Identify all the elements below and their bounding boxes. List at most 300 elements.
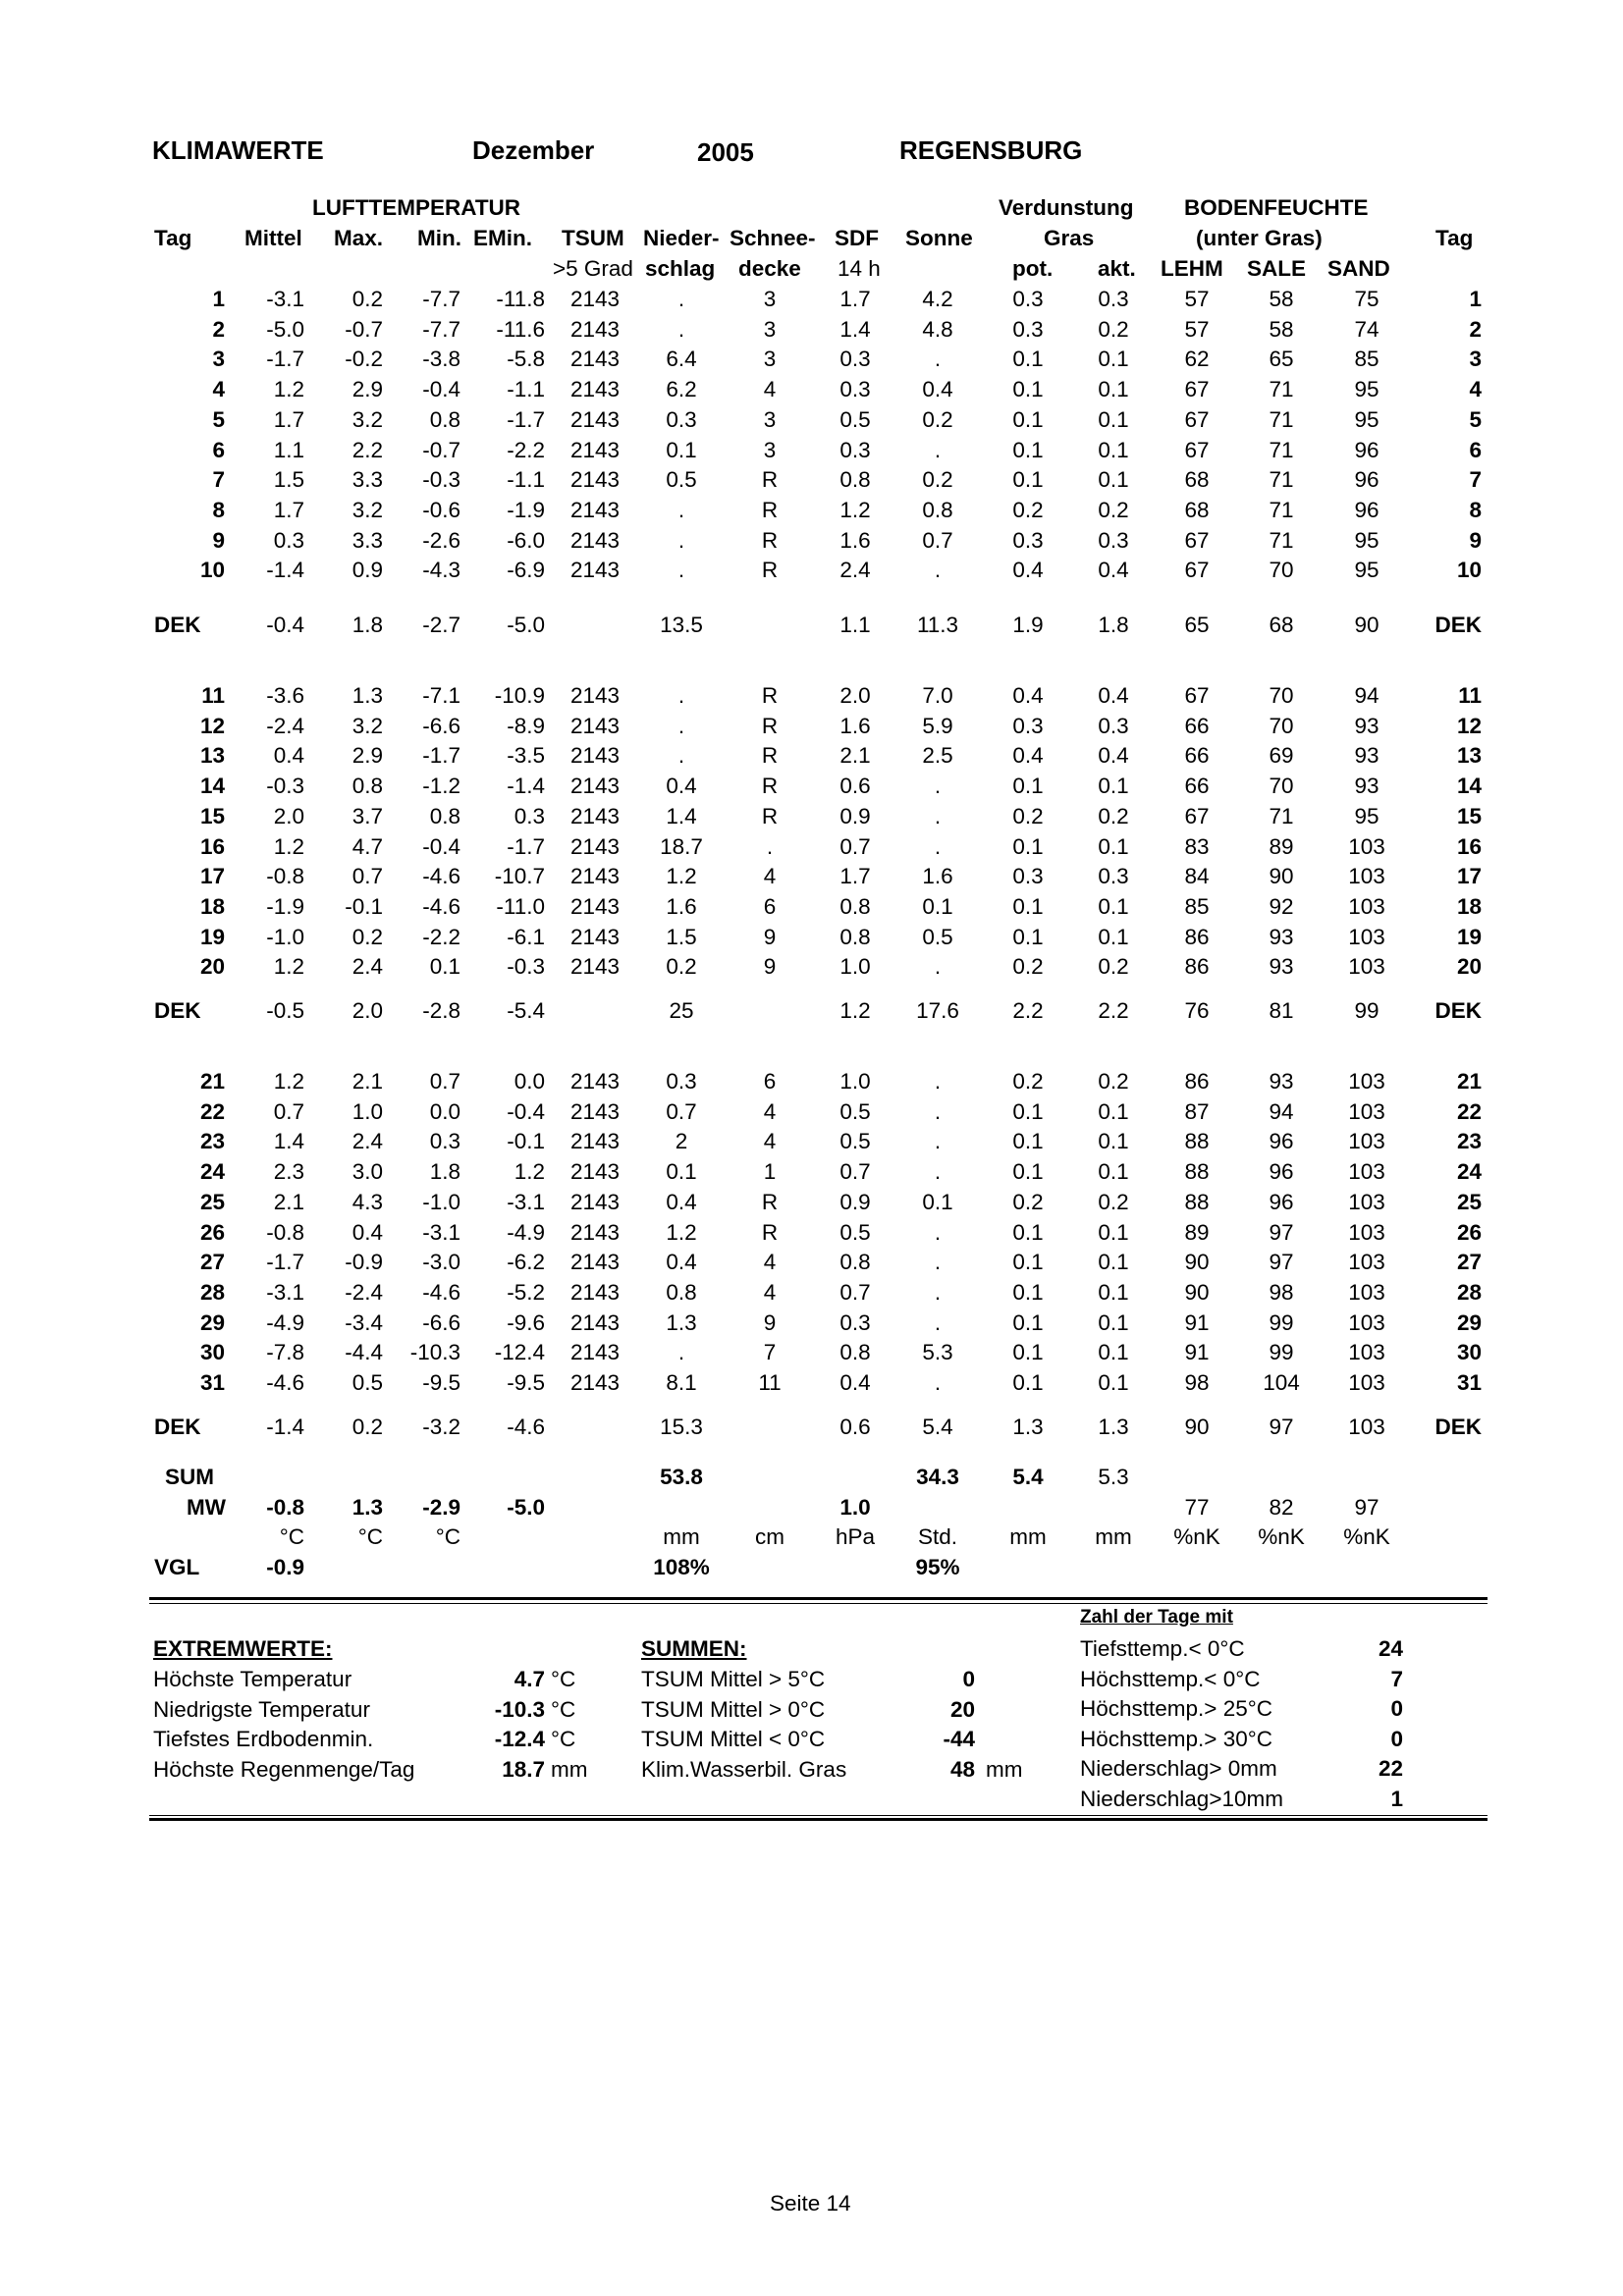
table-row-cell-7: . (766, 834, 774, 859)
table-row-cell-7: 1 (763, 1159, 777, 1184)
table-row-cell-6: 0.4 (666, 774, 697, 798)
dek-row-cell-10: 2.2 (1012, 998, 1044, 1023)
table-row-cell-6: . (677, 743, 685, 768)
table-row-cell-6: . (677, 683, 685, 708)
table-row-cell-2: 2.4 (352, 1129, 383, 1153)
table-row-cell-3: -2.2 (422, 925, 460, 949)
table-row-cell-10: 0.3 (1012, 287, 1044, 311)
table-row-cell-14: 103 (1348, 1159, 1385, 1184)
table-row-cell-0: 2 (212, 317, 225, 342)
dek-row-cell-1: -0.5 (266, 998, 304, 1023)
tage-label: Niederschlag>10mm (1080, 1787, 1283, 1811)
table-row-cell-0: 3 (212, 347, 225, 371)
table-row-cell-9: . (934, 954, 942, 979)
mw-row-cell-0: MW (187, 1495, 226, 1520)
sum-row-cell-11: 5.3 (1098, 1465, 1129, 1489)
header-nieder: Nieder- (643, 226, 720, 250)
table-row-cell-5: 2143 (569, 1310, 620, 1335)
table-row-cell-12: 91 (1184, 1340, 1210, 1364)
table-row-cell-7: 3 (763, 347, 777, 371)
table-row-cell-14: 103 (1348, 925, 1385, 949)
table-row-cell-4: 0.3 (514, 804, 545, 828)
table-row-cell-8: 0.5 (839, 1099, 871, 1124)
dek-row-cell-14: 103 (1348, 1415, 1385, 1439)
table-row-cell-6: 0.5 (666, 467, 697, 492)
header-emin: EMin. (473, 226, 532, 250)
table-row-cell-14: 75 (1354, 287, 1380, 311)
header-14h: 14 h (838, 256, 881, 281)
unit-row-cell-13: %nK (1258, 1524, 1305, 1549)
table-row-cell-1: -4.6 (266, 1370, 304, 1395)
table-row-cell-5: 2143 (569, 1129, 620, 1153)
table-row-cell-8: 0.4 (839, 1370, 871, 1395)
table-row-cell-12: 85 (1184, 894, 1210, 919)
dek-row-cell-1: -0.4 (266, 613, 304, 637)
extremwert-label: Höchste Regenmenge/Tag (153, 1757, 415, 1782)
vgl-row-cell-9: 95% (915, 1555, 960, 1579)
table-row-cell-7: 4 (763, 1129, 777, 1153)
table-row-cell-15: 30 (1456, 1340, 1482, 1364)
table-row-cell-8: 1.0 (839, 954, 871, 979)
dek-row-cell-14: 90 (1354, 613, 1380, 637)
table-row-cell-0: 12 (199, 714, 225, 738)
table-row-cell-13: 89 (1269, 834, 1294, 859)
table-row-cell-3: 0.1 (429, 954, 460, 979)
table-row-cell-10: 0.1 (1012, 407, 1044, 432)
dek-row-cell-13: 97 (1269, 1415, 1294, 1439)
unit-row-cell-3: °C (435, 1524, 460, 1549)
table-row-cell-5: 2143 (569, 317, 620, 342)
table-row-cell-6: 0.2 (666, 954, 697, 979)
table-row-cell-6: . (677, 558, 685, 582)
table-row-cell-8: 0.9 (839, 804, 871, 828)
table-row-cell-11: 0.1 (1098, 774, 1129, 798)
table-row-cell-1: -0.8 (266, 1220, 304, 1245)
table-row-cell-8: 0.9 (839, 1190, 871, 1214)
table-row-cell-10: 0.1 (1012, 925, 1044, 949)
dek-row-cell-2: 1.8 (352, 613, 383, 637)
mw-row-cell-12: 77 (1184, 1495, 1210, 1520)
table-row-cell-13: 71 (1269, 377, 1294, 401)
header-schlag: schlag (645, 256, 716, 281)
table-row-cell-15: 18 (1456, 894, 1482, 919)
unit-row-cell-6: mm (663, 1524, 700, 1549)
table-row-cell-0: 17 (199, 864, 225, 888)
table-row-cell-7: 3 (763, 287, 777, 311)
table-row-cell-3: -7.1 (422, 683, 460, 708)
title-month: Dezember (472, 135, 595, 165)
table-row-cell-8: 0.5 (839, 1220, 871, 1245)
table-row-cell-14: 85 (1354, 347, 1380, 371)
table-row-cell-2: -3.4 (345, 1310, 383, 1335)
table-row-cell-2: 0.5 (352, 1370, 383, 1395)
table-row-cell-11: 0.1 (1098, 834, 1129, 859)
table-row-cell-1: 1.1 (273, 438, 304, 462)
table-row-cell-10: 0.4 (1012, 683, 1044, 708)
dek-row-cell-4: -5.4 (507, 998, 545, 1023)
table-row-cell-12: 83 (1184, 834, 1210, 859)
header-unter-gras: (unter Gras) (1196, 226, 1323, 250)
table-row-cell-9: . (934, 558, 942, 582)
table-row-cell-6: 1.5 (666, 925, 697, 949)
table-row-cell-14: 93 (1354, 714, 1380, 738)
table-row-cell-6: 0.4 (666, 1190, 697, 1214)
table-row-cell-9: . (934, 347, 942, 371)
table-row-cell-1: 1.4 (273, 1129, 304, 1153)
tage-label: Höchsttemp.> 30°C (1080, 1727, 1272, 1751)
table-row-cell-2: 2.2 (352, 438, 383, 462)
table-row-cell-15: 7 (1469, 467, 1482, 492)
dek-row-cell-1: -1.4 (266, 1415, 304, 1439)
table-row-cell-10: 0.4 (1012, 743, 1044, 768)
table-row-cell-0: 21 (199, 1069, 225, 1094)
header-verdunstung: Verdunstung (999, 195, 1134, 220)
table-row-cell-11: 0.1 (1098, 1340, 1129, 1364)
table-row-cell-1: -0.3 (266, 774, 304, 798)
table-row-cell-10: 0.1 (1012, 438, 1044, 462)
table-row-cell-15: 12 (1456, 714, 1482, 738)
tage-label: Höchsttemp.> 25°C (1080, 1696, 1272, 1721)
table-row-cell-1: -3.6 (266, 683, 304, 708)
table-row-cell-0: 29 (199, 1310, 225, 1335)
table-row-cell-7: 3 (763, 407, 777, 432)
table-row-cell-7: 3 (763, 438, 777, 462)
table-row-cell-11: 0.4 (1098, 683, 1129, 708)
table-row-cell-1: -5.0 (266, 317, 304, 342)
dek-row-cell-9: 11.3 (916, 613, 959, 637)
table-row-cell-12: 67 (1184, 377, 1210, 401)
table-row-cell-4: -6.1 (507, 925, 545, 949)
table-row-cell-5: 2143 (569, 683, 620, 708)
table-row-cell-7: R (761, 743, 779, 768)
table-row-cell-4: -2.2 (507, 438, 545, 462)
table-row-cell-12: 88 (1184, 1159, 1210, 1184)
table-row-cell-11: 0.3 (1098, 287, 1129, 311)
table-row-cell-0: 13 (199, 743, 225, 768)
unit-row-cell-9: Std. (917, 1524, 958, 1549)
table-row-cell-4: -5.8 (507, 347, 545, 371)
table-row-cell-6: 1.2 (666, 1220, 697, 1245)
dek-row-cell-11: 1.8 (1098, 613, 1129, 637)
table-row-cell-11: 0.1 (1098, 925, 1129, 949)
table-row-cell-14: 96 (1354, 498, 1380, 522)
tage-label: Höchsttemp.< 0°C (1080, 1667, 1261, 1691)
vgl-row-cell-6: 108% (653, 1555, 710, 1579)
table-row-cell-4: -8.9 (507, 714, 545, 738)
table-row-cell-5: 2143 (569, 804, 620, 828)
table-row-cell-10: 0.1 (1012, 1129, 1044, 1153)
table-row-cell-12: 66 (1184, 714, 1210, 738)
header-schnee: Schnee- (730, 226, 816, 250)
table-row-cell-13: 99 (1269, 1340, 1294, 1364)
table-row-cell-1: -0.8 (266, 864, 304, 888)
header-grad5: >5 Grad (553, 256, 633, 281)
table-row-cell-4: -1.7 (507, 407, 545, 432)
table-row-cell-12: 67 (1184, 528, 1210, 553)
table-row-cell-7: 11 (758, 1370, 782, 1395)
table-row-cell-8: 1.4 (839, 317, 871, 342)
header-max: Max. (334, 226, 384, 250)
mw-row-cell-1: -0.8 (266, 1495, 304, 1520)
table-row-cell-10: 0.1 (1012, 1340, 1044, 1364)
table-row-cell-11: 0.2 (1098, 498, 1129, 522)
table-row-cell-12: 88 (1184, 1190, 1210, 1214)
table-row-cell-8: 0.8 (839, 894, 871, 919)
dek-row-cell-8: 0.6 (839, 1415, 871, 1439)
header-tag-right: Tag (1435, 226, 1474, 250)
table-row-cell-4: -1.9 (507, 498, 545, 522)
sum-row-cell-0: SUM (165, 1465, 214, 1489)
table-row-cell-6: 1.4 (666, 804, 697, 828)
dek-row-cell-11: 2.2 (1098, 998, 1129, 1023)
table-row-cell-13: 71 (1269, 528, 1294, 553)
dek-row-cell-14: 99 (1354, 998, 1380, 1023)
table-row-cell-6: 8.1 (666, 1370, 697, 1395)
table-row-cell-11: 0.1 (1098, 1280, 1129, 1305)
table-row-cell-2: 2.4 (352, 954, 383, 979)
table-row-cell-9: 0.5 (922, 925, 953, 949)
table-row-cell-15: 2 (1469, 317, 1482, 342)
dek-row-cell-0: DEK (154, 1415, 201, 1439)
table-row-cell-4: -1.7 (507, 834, 545, 859)
table-row-cell-15: 25 (1456, 1190, 1482, 1214)
table-row-cell-13: 71 (1269, 467, 1294, 492)
table-row-cell-4: -9.5 (507, 1370, 545, 1395)
table-row-cell-14: 103 (1348, 1220, 1385, 1245)
table-row-cell-0: 20 (199, 954, 225, 979)
table-row-cell-3: -4.6 (422, 864, 460, 888)
dek-row-cell-10: 1.9 (1012, 613, 1044, 637)
table-row-cell-9: 4.2 (922, 287, 953, 311)
extremwert-label: Niedrigste Temperatur (153, 1697, 370, 1722)
dek-row-cell-10: 1.3 (1012, 1415, 1044, 1439)
table-row-cell-7: 9 (763, 925, 777, 949)
table-row-cell-15: 20 (1456, 954, 1482, 979)
table-row-cell-2: 4.7 (352, 834, 383, 859)
table-row-cell-8: 0.8 (839, 467, 871, 492)
table-row-cell-9: . (934, 1220, 942, 1245)
table-row-cell-4: -3.1 (507, 1190, 545, 1214)
mw-row-cell-13: 82 (1269, 1495, 1294, 1520)
table-row-cell-6: 0.3 (666, 407, 697, 432)
mw-row-cell-8: 1.0 (839, 1495, 871, 1520)
table-row-cell-5: 2143 (569, 925, 620, 949)
table-row-cell-3: 0.3 (429, 1129, 460, 1153)
dek-row-cell-15: DEK (1434, 998, 1482, 1023)
table-row-cell-2: 3.2 (352, 714, 383, 738)
table-row-cell-15: 23 (1456, 1129, 1482, 1153)
summen-title: SUMMEN: (641, 1636, 747, 1661)
table-row-cell-5: 2143 (569, 1340, 620, 1364)
table-row-cell-10: 0.1 (1012, 377, 1044, 401)
table-row-cell-11: 0.1 (1098, 1310, 1129, 1335)
table-row-cell-5: 2143 (569, 287, 620, 311)
table-row-cell-9: 5.9 (922, 714, 953, 738)
table-row-cell-13: 58 (1269, 317, 1294, 342)
table-row-cell-8: 1.2 (839, 498, 871, 522)
table-row-cell-4: -4.9 (507, 1220, 545, 1245)
dek-row-cell-12: 76 (1184, 998, 1210, 1023)
extremwert-value: -10.3 (494, 1697, 545, 1722)
table-row-cell-15: 5 (1469, 407, 1482, 432)
table-row-cell-15: 27 (1456, 1250, 1482, 1274)
mw-row-cell-2: 1.3 (352, 1495, 383, 1520)
table-row-cell-12: 89 (1184, 1220, 1210, 1245)
table-row-cell-8: 0.8 (839, 1250, 871, 1274)
table-row-cell-4: -0.4 (507, 1099, 545, 1124)
table-row-cell-4: -11.6 (496, 317, 545, 342)
table-row-cell-7: 7 (763, 1340, 777, 1364)
dek-row-cell-6: 25 (669, 998, 694, 1023)
table-row-cell-3: -2.6 (422, 528, 460, 553)
table-row-cell-6: . (677, 287, 685, 311)
table-row-cell-4: -11.0 (496, 894, 545, 919)
table-row-cell-8: 1.7 (839, 864, 871, 888)
table-row-cell-3: -10.3 (409, 1340, 460, 1364)
table-row-cell-2: 0.2 (352, 287, 383, 311)
dek-row-cell-9: 17.6 (916, 998, 959, 1023)
table-row-cell-8: 1.6 (839, 528, 871, 553)
table-row-cell-10: 0.1 (1012, 347, 1044, 371)
table-row-cell-15: 4 (1469, 377, 1482, 401)
table-row-cell-6: 0.4 (666, 1250, 697, 1274)
table-row-cell-13: 69 (1269, 743, 1294, 768)
table-row-cell-1: -1.9 (266, 894, 304, 919)
table-row-cell-12: 86 (1184, 1069, 1210, 1094)
table-row-cell-6: 0.7 (666, 1099, 697, 1124)
table-row-cell-5: 2143 (569, 498, 620, 522)
table-row-cell-9: . (934, 1370, 942, 1395)
table-row-cell-5: 2143 (569, 834, 620, 859)
table-row-cell-9: . (934, 1280, 942, 1305)
vgl-row-cell-0: VGL (154, 1555, 200, 1579)
table-row-cell-13: 70 (1269, 683, 1294, 708)
table-row-cell-7: R (761, 714, 779, 738)
table-row-cell-4: -12.4 (494, 1340, 545, 1364)
dek-row-cell-11: 1.3 (1098, 1415, 1129, 1439)
table-row-cell-12: 62 (1184, 347, 1210, 371)
divider-bottom-thin (149, 1815, 1488, 1816)
table-row-cell-13: 96 (1269, 1159, 1294, 1184)
dek-row-cell-15: DEK (1434, 613, 1482, 637)
table-row-cell-2: 0.9 (352, 558, 383, 582)
table-row-cell-8: 0.7 (839, 1280, 871, 1305)
divider-top-thin (149, 1603, 1488, 1604)
tage-value: 22 (1378, 1756, 1403, 1781)
table-row-cell-0: 26 (199, 1220, 225, 1245)
table-row-cell-10: 0.2 (1012, 1190, 1044, 1214)
table-row-cell-7: R (761, 774, 779, 798)
table-row-cell-3: -3.0 (422, 1250, 460, 1274)
table-row-cell-4: -5.2 (507, 1280, 545, 1305)
table-row-cell-5: 2143 (569, 1250, 620, 1274)
table-row-cell-4: -10.9 (494, 683, 545, 708)
table-row-cell-1: -3.1 (266, 287, 304, 311)
table-row-cell-14: 103 (1348, 894, 1385, 919)
table-row-cell-5: 2143 (569, 467, 620, 492)
table-row-cell-8: 0.3 (839, 347, 871, 371)
table-row-cell-12: 87 (1184, 1099, 1210, 1124)
header-tag: Tag (154, 226, 192, 250)
table-row-cell-9: 5.3 (922, 1340, 953, 1364)
sum-row-cell-6: 53.8 (660, 1465, 703, 1489)
table-row-cell-11: 0.2 (1098, 317, 1129, 342)
dek-row-cell-6: 15.3 (660, 1415, 703, 1439)
table-row-cell-12: 66 (1184, 774, 1210, 798)
table-row-cell-14: 96 (1354, 438, 1380, 462)
table-row-cell-13: 94 (1269, 1099, 1294, 1124)
table-row-cell-10: 0.1 (1012, 1220, 1044, 1245)
table-row-cell-1: -4.9 (266, 1310, 304, 1335)
table-row-cell-4: 0.0 (514, 1069, 545, 1094)
table-row-cell-8: 0.8 (839, 925, 871, 949)
tage-value: 0 (1390, 1696, 1403, 1721)
table-row-cell-6: . (677, 317, 685, 342)
table-row-cell-0: 10 (199, 558, 225, 582)
table-row-cell-1: 1.2 (273, 954, 304, 979)
table-row-cell-10: 0.1 (1012, 1159, 1044, 1184)
table-row-cell-15: 10 (1456, 558, 1482, 582)
dek-row-cell-13: 68 (1269, 613, 1294, 637)
table-row-cell-7: 4 (763, 377, 777, 401)
table-row-cell-7: R (761, 498, 779, 522)
mw-row-cell-3: -2.9 (422, 1495, 460, 1520)
header-sand: SAND (1327, 256, 1390, 281)
table-row-cell-13: 97 (1269, 1220, 1294, 1245)
header-sonne: Sonne (905, 226, 973, 250)
table-row-cell-4: -9.6 (507, 1310, 545, 1335)
table-row-cell-2: -0.7 (345, 317, 383, 342)
table-row-cell-6: 6.4 (666, 347, 697, 371)
unit-row-cell-2: °C (357, 1524, 383, 1549)
table-row-cell-1: -3.1 (266, 1280, 304, 1305)
table-row-cell-0: 7 (212, 467, 225, 492)
table-row-cell-12: 84 (1184, 864, 1210, 888)
table-row-cell-9: 0.1 (922, 894, 953, 919)
table-row-cell-9: 2.5 (922, 743, 953, 768)
table-row-cell-2: 0.7 (352, 864, 383, 888)
table-row-cell-6: 0.8 (666, 1280, 697, 1305)
table-row-cell-12: 91 (1184, 1310, 1210, 1335)
table-row-cell-5: 2143 (569, 1159, 620, 1184)
table-row-cell-15: 21 (1456, 1069, 1482, 1094)
table-row-cell-0: 4 (212, 377, 225, 401)
table-row-cell-8: 0.5 (839, 1129, 871, 1153)
table-row-cell-5: 2143 (569, 558, 620, 582)
table-row-cell-5: 2143 (569, 1220, 620, 1245)
table-row-cell-3: -7.7 (422, 317, 460, 342)
table-row-cell-6: . (677, 498, 685, 522)
table-row-cell-0: 6 (212, 438, 225, 462)
table-row-cell-11: 0.2 (1098, 1069, 1129, 1094)
extremwert-label: Höchste Temperatur (153, 1667, 352, 1691)
tage-value: 1 (1390, 1787, 1403, 1811)
table-row-cell-14: 94 (1354, 683, 1380, 708)
table-row-cell-14: 103 (1348, 1129, 1385, 1153)
table-row-cell-5: 2143 (569, 377, 620, 401)
table-row-cell-2: 2.1 (352, 1069, 383, 1094)
table-row-cell-8: 0.7 (839, 834, 871, 859)
table-row-cell-11: 0.1 (1098, 467, 1129, 492)
table-row-cell-9: . (934, 1159, 942, 1184)
dek-row-cell-2: 2.0 (352, 998, 383, 1023)
table-row-cell-5: 2143 (569, 1099, 620, 1124)
table-row-cell-8: 1.7 (839, 287, 871, 311)
table-row-cell-10: 0.2 (1012, 498, 1044, 522)
extremwerte-title: EXTREMWERTE: (153, 1636, 333, 1661)
table-row-cell-14: 95 (1354, 804, 1380, 828)
table-row-cell-1: 1.7 (273, 498, 304, 522)
